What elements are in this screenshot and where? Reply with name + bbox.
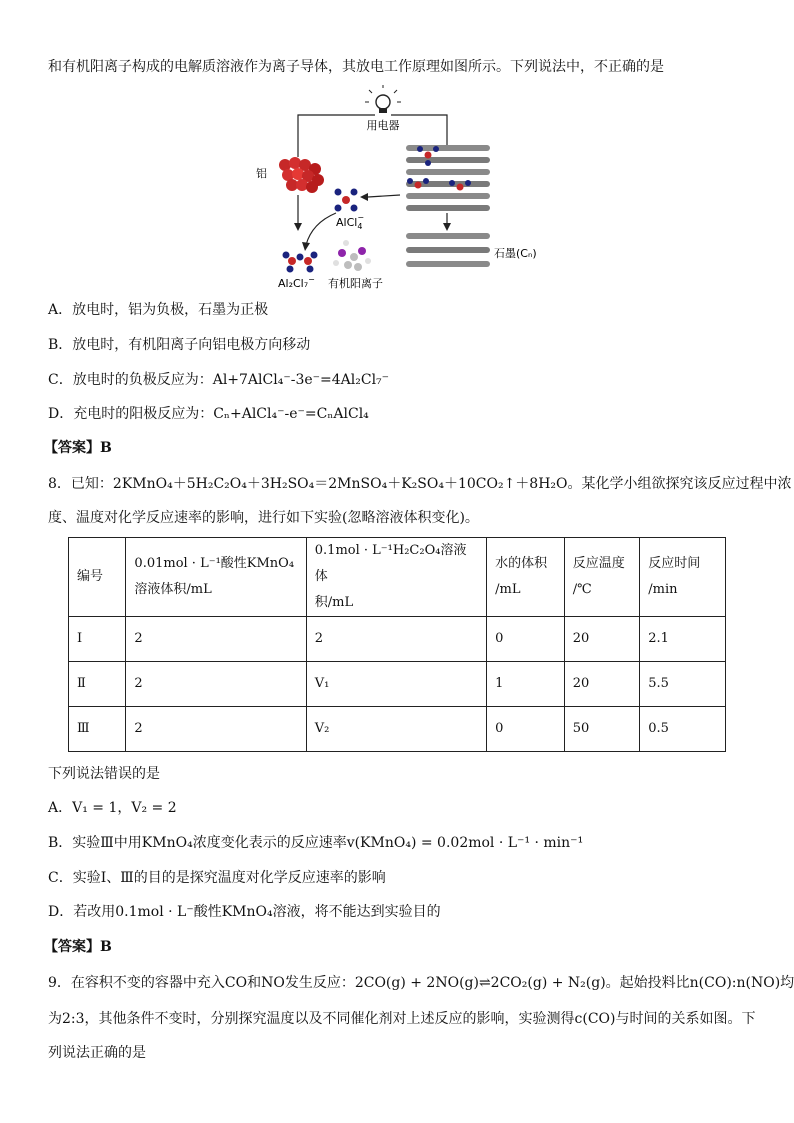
organic-cation-label: 有机阳离子 — [328, 277, 383, 290]
q8-stem-line2: 度、温度对化学反应速率的影响，进行如下实验(忽略溶液体积变化)。 — [48, 510, 479, 526]
header-water-line2: /mL — [495, 582, 521, 597]
cell-h2c2o4: V₂ — [306, 707, 486, 752]
cell-kmno4: 2 — [126, 662, 306, 707]
header-water — [487, 538, 565, 617]
table-row — [69, 707, 726, 752]
alcl4-subscript: 4 — [357, 222, 363, 231]
cell-temp: 50 — [564, 707, 640, 752]
q7-option-b: B．放电时，有机阳离子向铝电极方向移动 — [48, 337, 311, 353]
table-row — [69, 617, 726, 662]
header-h2c2o4-line1: 0.1mol · L⁻¹H₂C₂O₄溶液体 — [314, 543, 467, 584]
cell-h2c2o4: V₁ — [306, 662, 486, 707]
graphite-label: 石墨(Cₙ) — [494, 247, 537, 260]
header-time — [640, 538, 726, 617]
cell-id: Ⅰ — [69, 617, 126, 662]
svg-text:Al₂Cl₇− — [278, 275, 315, 290]
al2cl7-superscript: − — [308, 275, 315, 284]
aluminum-label: 铝 — [256, 167, 267, 180]
question-intro: 和有机阳离子构成的电解质溶液作为离子导体，其放电工作原理如图所示。下列说法中，不正确的是 — [48, 59, 664, 75]
cell-temp: 20 — [564, 662, 640, 707]
q7-option-d: D．充电时的阳极反应为：Cₙ+AlCl₄⁻-e⁻=CₙAlCl₄ — [48, 406, 369, 422]
cell-kmno4: 2 — [126, 707, 306, 752]
cell-temp: 20 — [564, 617, 640, 662]
aluminum-electrode — [279, 157, 324, 193]
header-temp-line2: /℃ — [572, 582, 592, 597]
cell-h2c2o4: 2 — [306, 617, 486, 662]
table-row — [69, 662, 726, 707]
graphite-electrode — [406, 145, 490, 267]
lightbulb-icon — [365, 85, 401, 113]
header-time-line2: /min — [648, 582, 678, 597]
q8-stem-line1: 8．已知：2KMnO₄＋5H₂C₂O₄＋3H₂SO₄＝2MnSO₄＋K₂SO₄＋10CO₂↑＋8H₂O。某化学小组欲探究该反应过程中浓 — [48, 476, 792, 492]
al2cl7-label: Al₂Cl₇ — [278, 277, 309, 290]
cell-time: 0.5 — [640, 707, 726, 752]
cell-kmno4: 2 — [126, 617, 306, 662]
q8-option-a: A．V₁ = 1，V₂ = 2 — [48, 800, 177, 816]
cell-id: Ⅲ — [69, 707, 126, 752]
header-id: 编号 — [69, 538, 126, 617]
q8-answer: 【答案】B — [44, 939, 112, 955]
header-h2c2o4-line2: 积/mL — [314, 595, 354, 610]
alcl4-superscript: − — [357, 213, 365, 222]
q9-stem-line2: 为2:3，其他条件不变时，分别探究温度以及不同催化剂对上述反应的影响，实验测得c(CO)与时间的关系如图。下 — [48, 1011, 756, 1027]
organic-cation — [333, 240, 371, 271]
q7-option-a: A．放电时，铝为负极，石墨为正极 — [48, 302, 269, 318]
svg-text:AlCl4− — [336, 213, 364, 231]
al2cl7-ion — [283, 252, 318, 273]
header-time-line1: 反应时间 — [648, 556, 701, 571]
header-temp — [564, 538, 640, 617]
header-h2c2o4 — [306, 538, 486, 617]
alcl4-label: AlCl — [336, 216, 358, 229]
header-temp-line1: 反应温度 — [572, 556, 625, 571]
q7-option-c: C．放电时的负极反应为：Al+7AlCl₄⁻-3e⁻=4Al₂Cl₇⁻ — [48, 372, 390, 388]
battery-diagram — [250, 85, 550, 295]
header-kmno4-line2: 溶液体积/mL — [134, 582, 212, 597]
cell-water: 0 — [487, 617, 565, 662]
cell-id: Ⅱ — [69, 662, 126, 707]
q8-option-c: C．实验Ⅰ、Ⅲ的目的是探究温度对化学反应速率的影响 — [48, 870, 386, 886]
cell-water: 1 — [487, 662, 565, 707]
header-kmno4 — [126, 538, 306, 617]
device-label: 用电器 — [366, 119, 400, 132]
cell-time: 5.5 — [640, 662, 726, 707]
q8-option-d: D．若改用0.1mol · L⁻酸性KMnO₄溶液，将不能达到实验目的 — [48, 904, 441, 920]
header-water-line1: 水的体积 — [495, 556, 548, 571]
q9-stem-line3: 列说法正确的是 — [48, 1045, 146, 1061]
header-kmno4-line1: 0.01mol · L⁻¹酸性KMnO₄ — [134, 556, 295, 571]
alcl4-ion — [335, 189, 358, 212]
experiment-table — [68, 537, 726, 752]
q7-answer: 【答案】B — [44, 440, 112, 456]
q8-ask: 下列说法错误的是 — [48, 766, 160, 782]
cell-time: 2.1 — [640, 617, 726, 662]
q8-option-b: B．实验Ⅲ中用KMnO₄浓度变化表示的反应速率v(KMnO₄) = 0.02mol · L⁻¹ · min⁻¹ — [48, 835, 584, 851]
table-header-row — [69, 538, 726, 617]
q9-stem-line1: 9．在容积不变的容器中充入CO和NO发生反应：2CO(g) + 2NO(g)⇌2CO₂(g) + N₂(g)。起始投料比n(CO):n(NO)均 — [48, 975, 794, 991]
cell-water: 0 — [487, 707, 565, 752]
